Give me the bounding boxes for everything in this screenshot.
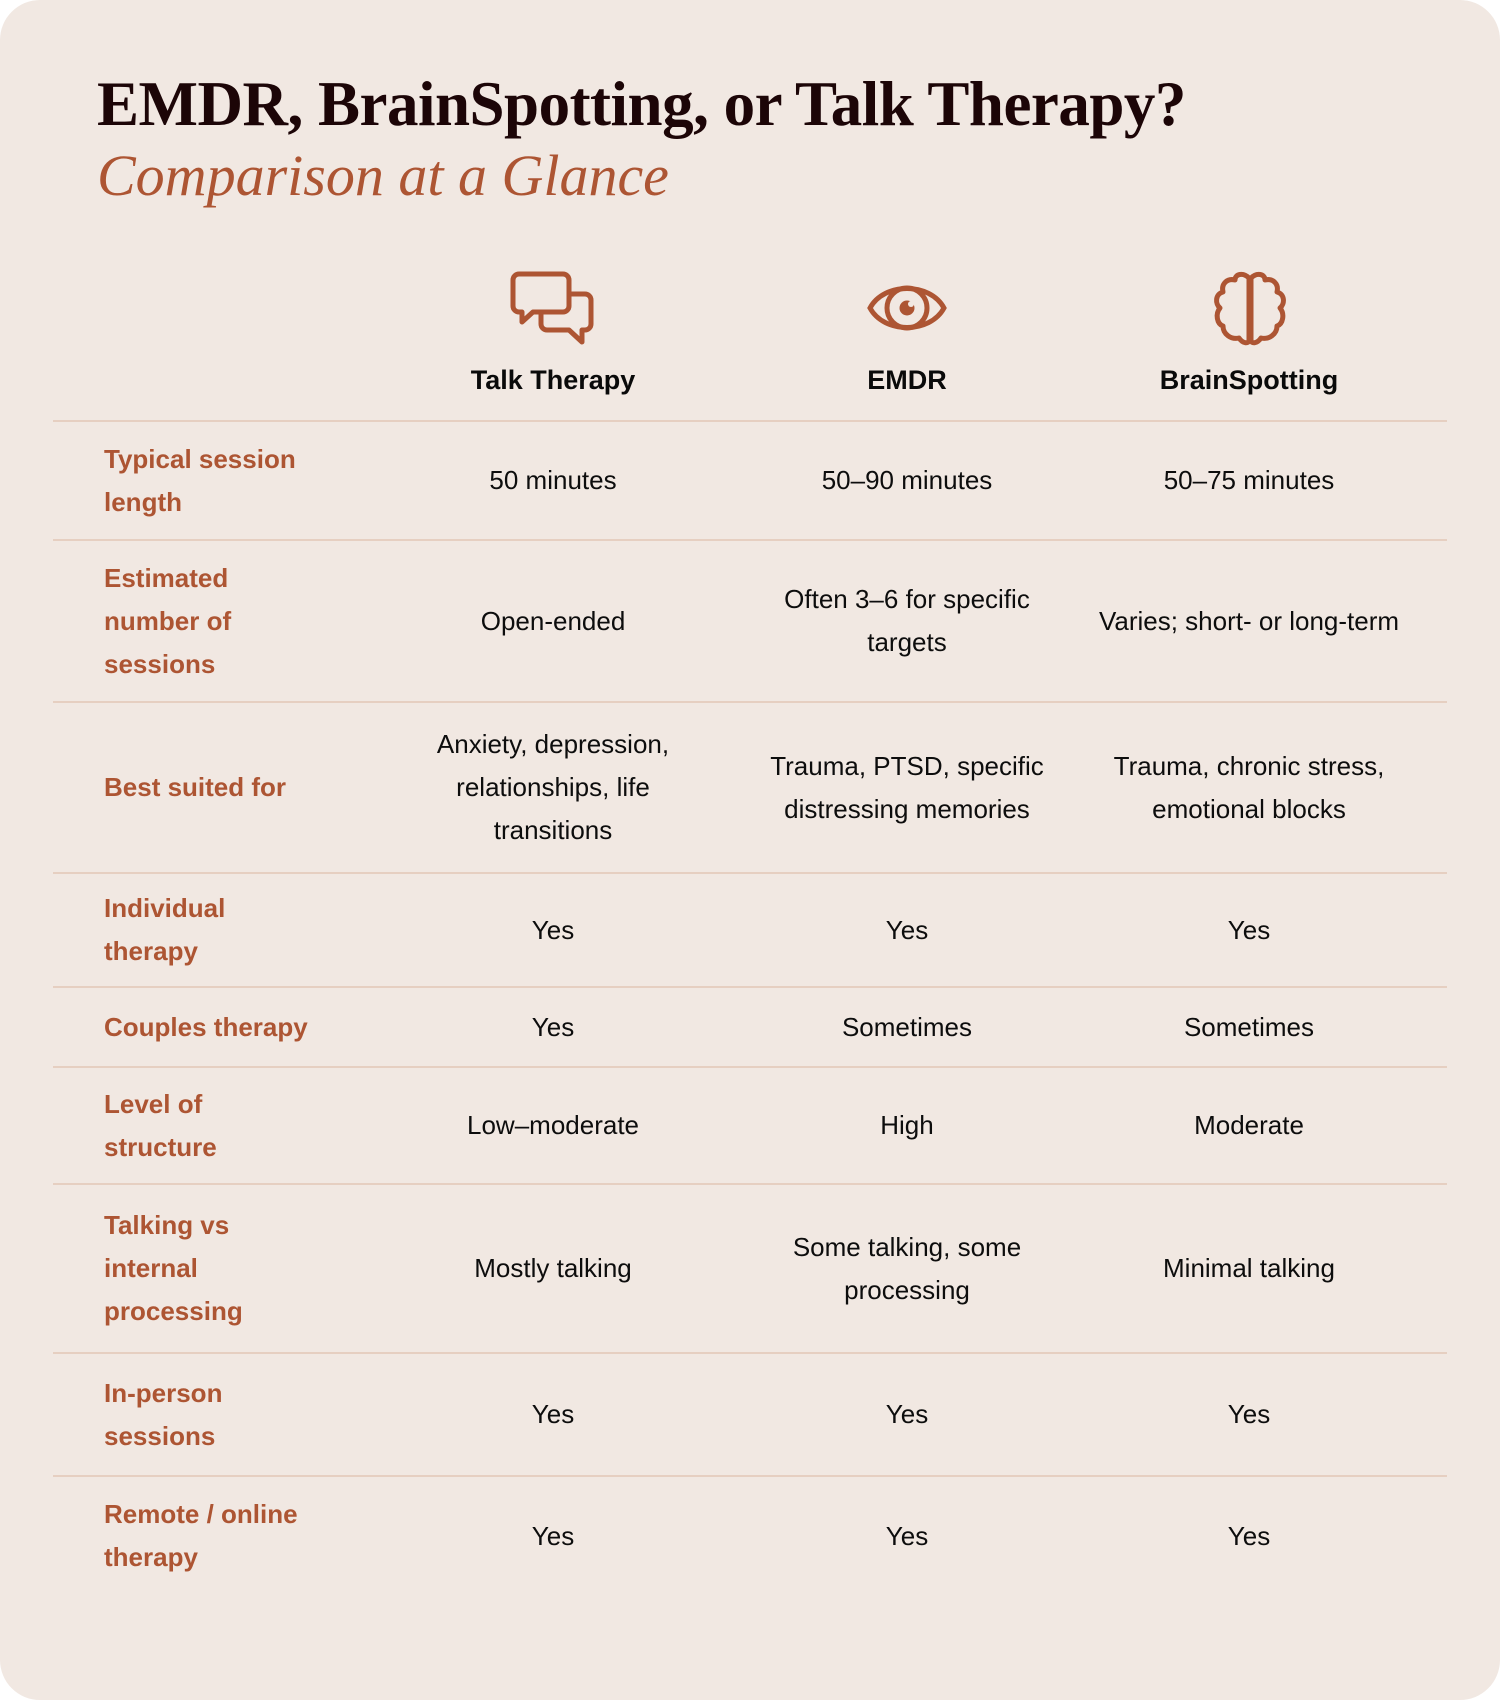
table-cell: Often 3–6 for specific targets xyxy=(784,584,1030,657)
table-cell: Trauma, PTSD, specific distressing memories xyxy=(770,750,1044,824)
table-cell: 50–90 minutes xyxy=(821,465,993,495)
table-row xyxy=(53,1185,1447,1352)
row-label: Couples therapy xyxy=(104,1011,308,1042)
page-subtitle: Comparison at a Glance xyxy=(97,143,669,208)
column-header-emdr: EMDR xyxy=(867,365,947,395)
table-row xyxy=(53,422,1447,539)
brain-icon xyxy=(1205,268,1295,348)
table-cell: Low–moderate xyxy=(467,1110,639,1140)
table-cell: Sometimes xyxy=(841,1011,973,1042)
eye-icon xyxy=(862,268,952,348)
table-cell: Yes xyxy=(885,1520,929,1551)
table-cell: Yes xyxy=(1227,1520,1271,1551)
table-cell: Yes xyxy=(531,914,575,945)
table-cell: Trauma, chronic stress, emotional blocks xyxy=(1113,750,1385,824)
row-label: Typical session length xyxy=(104,443,296,517)
row-label: Best suited for xyxy=(104,772,287,802)
table-cell: Yes xyxy=(885,914,929,945)
row-label: Remote / online therapy xyxy=(104,1499,298,1572)
table-cell: Mostly talking xyxy=(474,1253,632,1283)
table-cell: Varies; short- or long-term xyxy=(1098,605,1400,636)
table-cell: Yes xyxy=(531,1399,575,1429)
table-cell: 50 minutes xyxy=(489,465,617,495)
table-row xyxy=(53,874,1447,986)
row-label: Individual therapy xyxy=(104,893,226,966)
row-label: Talking vs internal processing xyxy=(104,1210,243,1326)
row-label: In-person sessions xyxy=(104,1377,223,1451)
table-cell: Yes xyxy=(1227,1399,1271,1429)
table-cell: High xyxy=(880,1110,934,1140)
table-cell: Sometimes xyxy=(1183,1011,1315,1042)
speech-bubbles-icon xyxy=(503,258,603,358)
row-label: Estimated number of sessions xyxy=(104,562,232,679)
table-row xyxy=(53,988,1447,1066)
table-cell: 50–75 minutes xyxy=(1163,465,1335,495)
table-cell: Moderate xyxy=(1194,1110,1304,1140)
table-cell: Yes xyxy=(531,1520,575,1551)
table-cell: Yes xyxy=(531,1011,575,1042)
table-row xyxy=(53,1354,1447,1475)
table-cell: Open-ended xyxy=(480,605,626,636)
row-label: Level of structure xyxy=(104,1088,217,1162)
column-header-talk-therapy: Talk Therapy xyxy=(470,365,636,395)
table-cell: Yes xyxy=(885,1399,929,1429)
table-cell: Minimal talking xyxy=(1163,1253,1335,1283)
table-row xyxy=(53,541,1447,701)
table-row xyxy=(53,1477,1447,1595)
table-row xyxy=(53,1068,1447,1183)
column-header-brainspotting: BrainSpotting xyxy=(1159,365,1339,395)
table-row xyxy=(53,703,1447,872)
table-cell: Yes xyxy=(1227,914,1271,945)
table-cell: Anxiety, depression, relationships, life transitions xyxy=(436,729,670,845)
page-title: EMDR, BrainSpotting, or Talk Therapy? xyxy=(97,69,1186,139)
table-cell: Some talking, some processing xyxy=(792,1231,1022,1305)
